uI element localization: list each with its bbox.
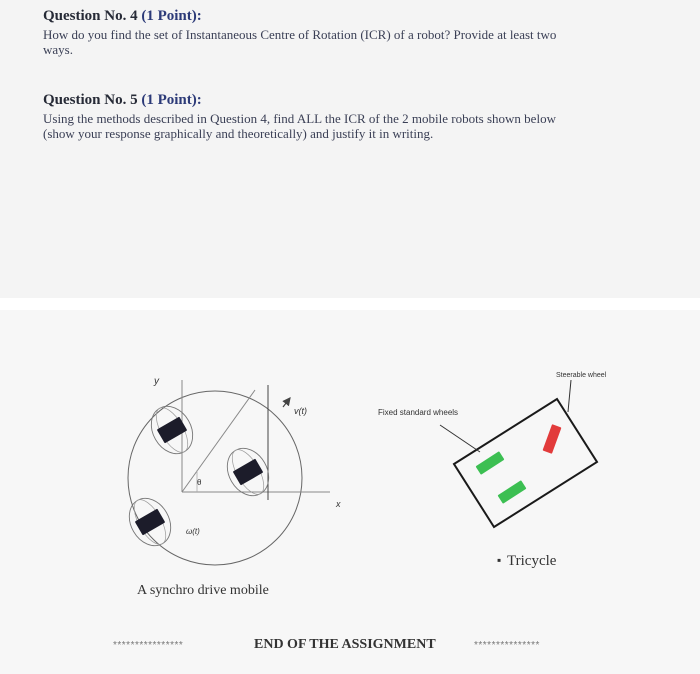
omega-label: ω(t): [186, 527, 200, 536]
question-5-label: Question No. 5: [43, 92, 142, 108]
question-4-line-2: ways.: [43, 42, 73, 57]
footer-text: END OF THE ASSIGNMENT: [254, 637, 436, 652]
question-4-points: (1 Point):: [141, 8, 202, 24]
tricycle-caption: Tricycle: [507, 553, 557, 569]
question-5-line-1: Using the methods described in Question 4, find ALL the ICR of the 2 mobile robots shown below: [43, 111, 556, 126]
steerable-wheel-label: Steerable wheel: [556, 372, 607, 379]
velocity-arrow: [283, 398, 290, 407]
footer-stars-right: ***************: [474, 640, 540, 651]
assignment-footer: [113, 637, 540, 652]
footer-stars-left: ****************: [113, 640, 184, 651]
theta-label: θ: [197, 478, 202, 487]
synchro-wheel-1: [143, 399, 201, 461]
synchro-wheel-2: [121, 491, 179, 553]
question-5-points: (1 Point):: [141, 92, 202, 108]
fixed-wheels-label: Fixed standard wheels: [378, 408, 459, 417]
question-5-line-2: (show your response graphically and theoretically) and justify it in writing.: [43, 126, 434, 141]
synchro-caption: A synchro drive mobile: [137, 583, 269, 598]
steerable-wheel: [543, 424, 562, 454]
tricycle-body: [454, 399, 597, 527]
steerable-wheel-pointer: [568, 380, 571, 412]
x-axis-label: x: [336, 499, 341, 509]
question-4-line-1: How do you find the set of Instantaneous Centre of Rotation (ICR) of a robot? Provide at least two: [43, 27, 557, 42]
y-axis-label: y: [154, 376, 159, 387]
tricycle-diagram: [378, 372, 607, 569]
fixed-wheel-1: [476, 451, 505, 475]
fixed-wheel-2: [498, 480, 527, 504]
synchro-drive-diagram: [121, 376, 341, 598]
velocity-label: v(t): [294, 406, 307, 416]
robot-body-circle: [128, 391, 302, 565]
fixed-wheels-pointer: [440, 425, 480, 452]
tricycle-bullet: ▪: [497, 553, 502, 567]
question-4-label: Question No. 4: [43, 8, 142, 24]
